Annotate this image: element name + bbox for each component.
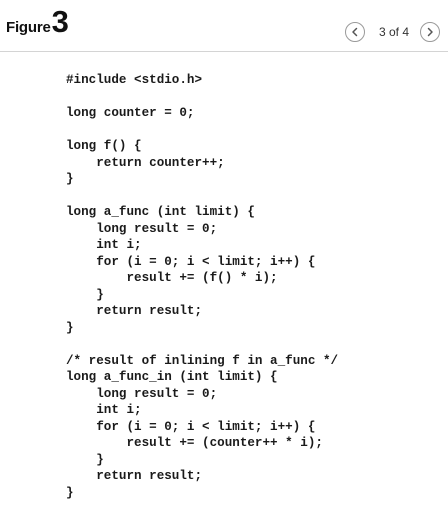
code-line: int i; [66, 238, 142, 252]
code-line: } [66, 287, 104, 302]
chevron-right-icon [425, 27, 435, 37]
code-line [66, 188, 338, 205]
code-line: } [66, 320, 74, 335]
code-line: for (i = 0; i < limit; i++) { [66, 419, 316, 434]
code-line: long result = 0; [66, 221, 218, 236]
code-line: } [66, 172, 74, 186]
code-line: #include <stdio.h> [66, 73, 203, 87]
code-line: } [66, 485, 74, 500]
code-line [66, 89, 338, 106]
code-line: for (i = 0; i < limit; i++) { [66, 254, 316, 269]
chevron-left-icon [350, 27, 360, 37]
figure-title [6, 4, 69, 39]
code-line [66, 336, 338, 353]
code-line: long f() { [66, 139, 142, 153]
code-line: result += (f() * i); [66, 271, 278, 285]
code-line: return result; [66, 304, 203, 318]
code-line: long a_func (int limit) { [66, 205, 255, 219]
code-line: long counter = 0; [66, 106, 195, 120]
figure-pager [345, 22, 440, 42]
code-line: result += (counter++ * i); [66, 436, 323, 450]
code-line: long result = 0; [66, 386, 218, 401]
figure-header [0, 0, 448, 52]
code-listing [66, 72, 338, 501]
page-indicator: 3 of 4 [378, 25, 409, 39]
figure-label: Figure [6, 19, 51, 36]
code-line: /* result of inlining f in a_func */ [66, 353, 339, 368]
code-line: long a_func_in (int limit) { [66, 370, 278, 384]
next-figure-button[interactable] [420, 22, 440, 42]
code-line: int i; [66, 403, 142, 417]
code-line: return result; [66, 469, 203, 483]
previous-figure-button[interactable] [345, 22, 365, 42]
figure-number: 3 [51, 4, 69, 39]
code-line: return counter++; [66, 155, 225, 170]
code-line [66, 122, 338, 139]
code-line: } [66, 452, 104, 467]
